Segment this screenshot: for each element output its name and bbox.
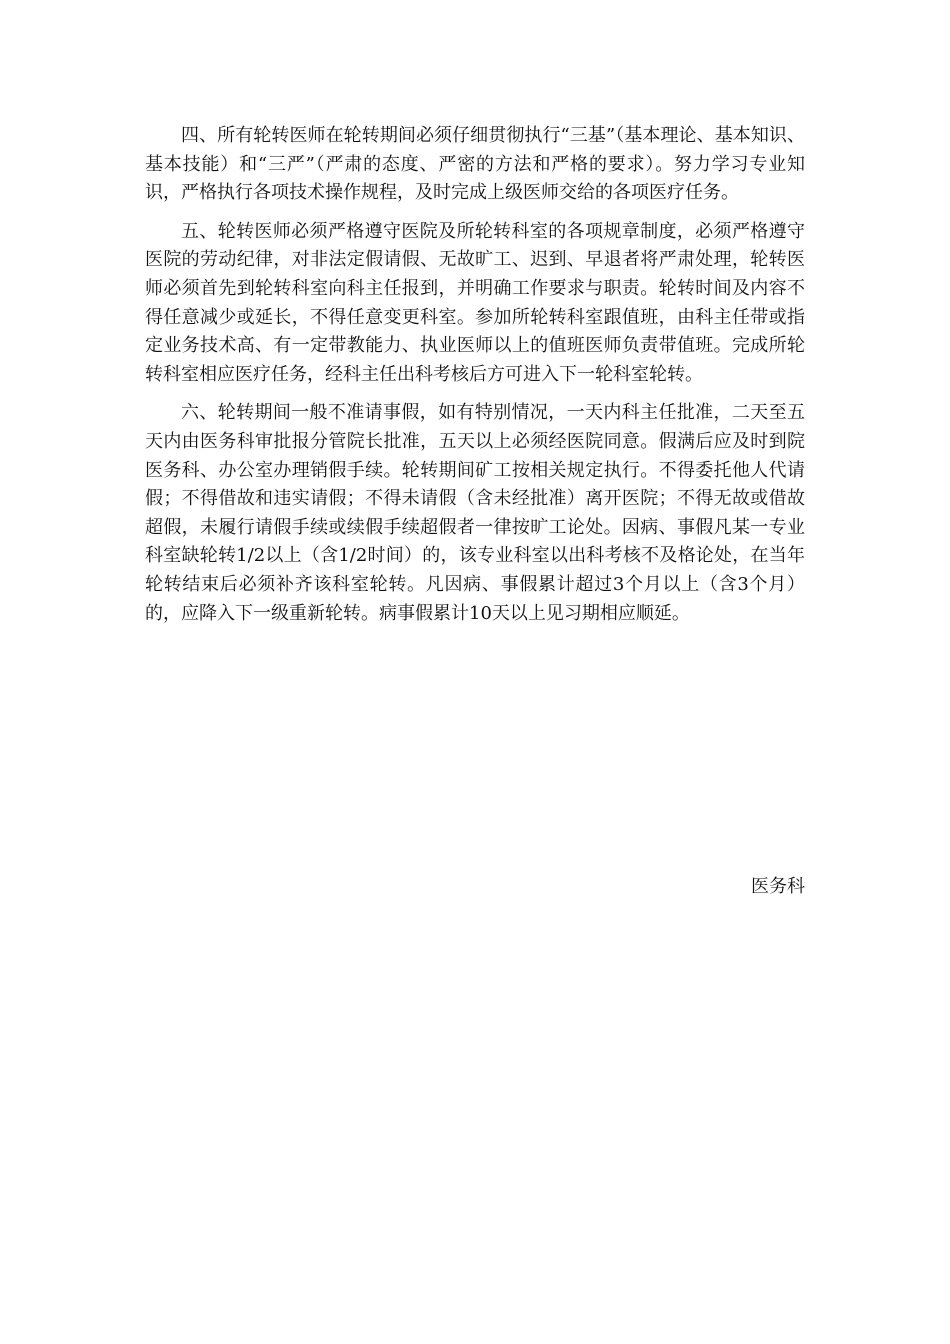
paragraph-five: 五、轮转医师必须严格遵守医院及所轮转科室的各项规章制度，必须严格遵守医院的劳动纪律，对非法定假请假、无故旷工、迟到、早退者将严肃处理，轮转医师必须首先到轮转科室向科主任报到，并明确工作要求与职责。轮转时间及内容不得任意减少或延长，不得任意变更科室。参加所轮转科室跟值班，由科主任带或指定业务技术高、有一定带教能力、执业医师以上的值班医师负责带值班。完成所轮转科室相应医疗任务，经科主任出科考核后方可进入下一轮科室轮转。 <box>145 220 805 385</box>
signature-department: 医务科 <box>751 876 805 897</box>
paragraph-six: 六、轮转期间一般不准请事假，如有特别情况，一天内科主任批准，二天至五天内由医务科审批报分管院长批准，五天以上必须经医院同意。假满后应及时到院医务科、办公室办理销假手续。轮转期间矿工按相关规定执行。不得委托他人代请假；不得借故和违实请假；不得未请假（含未经批准）离开医院；不得无故或借故超假，未履行请假手续或续假手续超假者一律按旷工论处。因病、事假凡某一专业科室缺轮转1/2以上（含1/2时间）的，该专业科室以出科考核不及格论处，在当年轮转结束后必须补齐该科室轮转。凡因病、事假累计超过3个月以上（含3个月）的，应降入下一级重新轮转。病事假累计10天以上见习期相应顺延。 <box>145 402 805 624</box>
document-body <box>145 122 805 638</box>
paragraph-four: 四、所有轮转医师在轮转期间必须仔细贯彻执行“三基”（基本理论、基本知识、基本技能）和“三严”（严肃的态度、严密的方法和严格的要求）。努力学习专业知识，严格执行各项技术操作规程，及时完成上级医师交给的各项医疗任务。 <box>145 125 805 204</box>
